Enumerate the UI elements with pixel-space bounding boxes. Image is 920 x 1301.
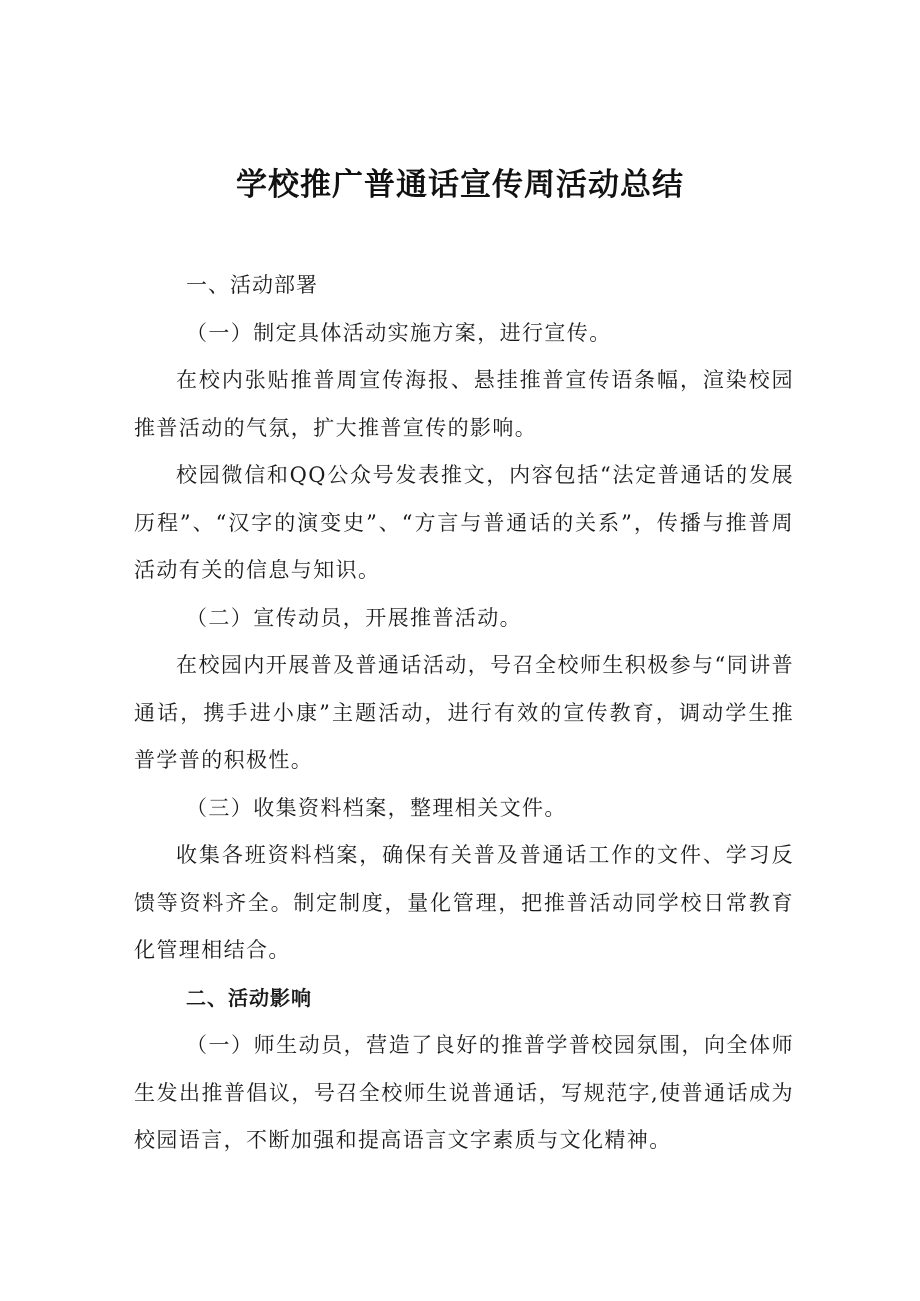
section-1-sub-1-paragraph-1: 在校内张贴推普周宣传海报、悬挂推普宣传语条幅，渲染校园推普活动的气氛，扩大推普宣传的影响。: [134, 368, 794, 440]
section-1-sub-1-paragraph-2: 校园微信和QQ公众号发表推文，内容包括“法定普通话的发展历程”、“汉字的演变史”、“方言与普通话的关系”，传播与推普周活动有关的信息与知识。: [134, 463, 794, 582]
document-title: 学校推广普通话宣传周活动总结: [236, 167, 684, 203]
section-1-heading: 一、活动部署: [186, 273, 318, 297]
document-body: [134, 262, 794, 1165]
section-1-sub-1-heading: （一）制定具体活动实施方案，进行宣传。: [186, 320, 612, 345]
section-2-paragraph-1: （一）师生动员，营造了良好的推普学普校园氛围，向全体师生发出推普倡议，号召全校师生说普通话，写规范字,使普通话成为校园语言，不断加强和提高语言文字素质与文化精神。: [134, 1033, 794, 1152]
section-1-sub-2-paragraph-1: 在校园内开展普及普通话活动，号召全校师生积极参与“同讲普通话，携手进小康”主题活动，进行有效的宣传教育，调动学生推普学普的积极性。: [134, 653, 794, 772]
section-1-sub-2-heading: （二）宣传动员，开展推普活动。: [186, 605, 522, 630]
section-1-sub-3-heading: （三）收集资料档案，整理相关文件。: [186, 795, 567, 820]
section-1-sub-3-paragraph-1: 收集各班资料档案，确保有关普及普通话工作的文件、学习反馈等资料齐全。制定制度，量化管理，把推普活动同学校日常教育化管理相结合。: [134, 843, 794, 962]
section-2-heading: 二、活动影响: [186, 985, 312, 1010]
